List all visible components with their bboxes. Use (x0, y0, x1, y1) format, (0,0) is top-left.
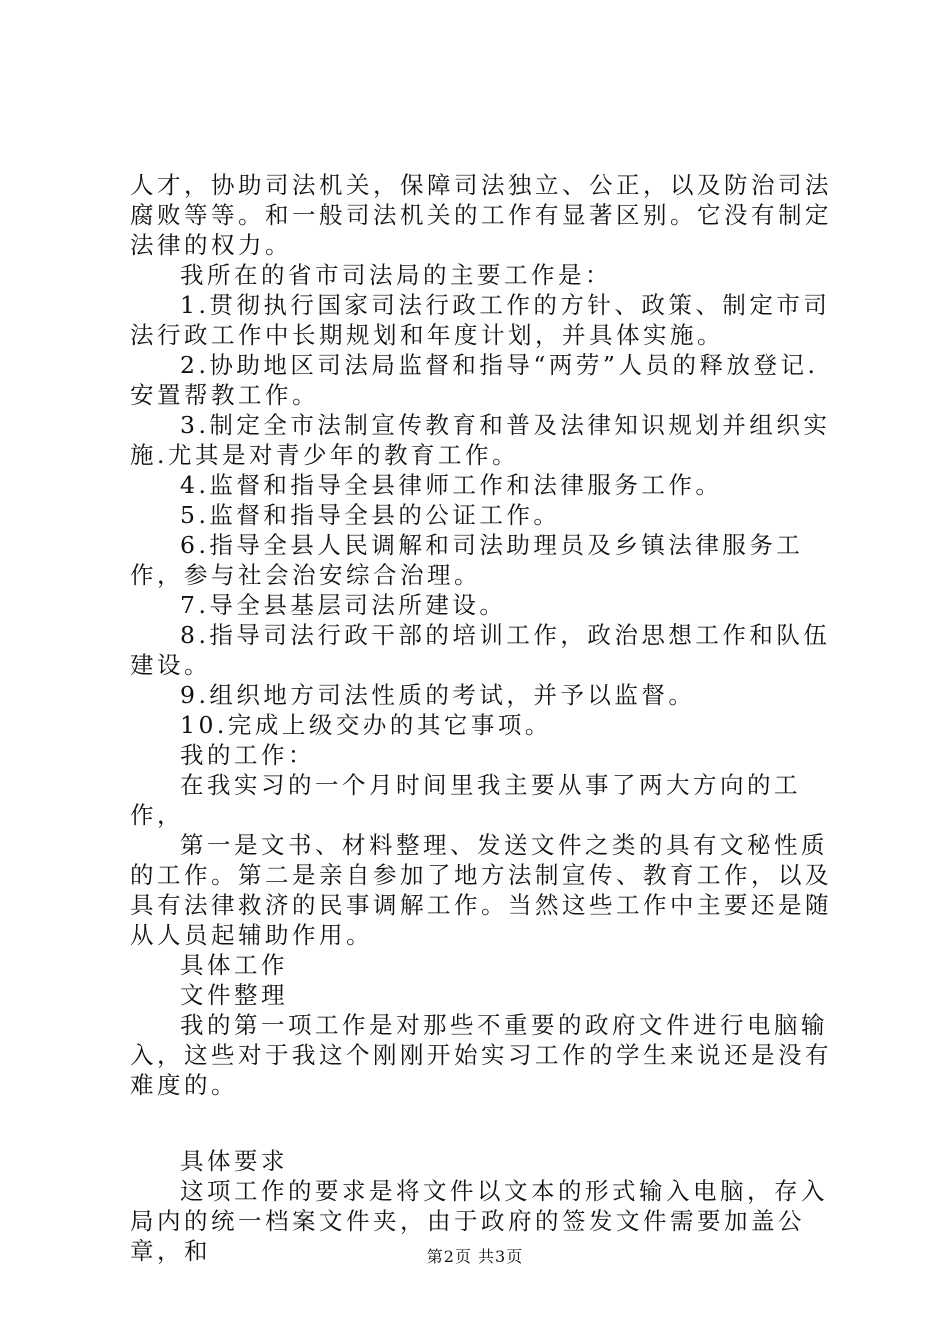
paragraph-item-6: 6.指导全县人民调解和司法助理员及乡镇法律服务工作，参与社会治安综合治理。 (130, 531, 804, 589)
paragraph-item-10: 10.完成上级交办的其它事项。 (180, 711, 552, 739)
paragraph-internship-intro: 在我实习的一个月时间里我主要从事了两大方向的工作， (130, 771, 801, 829)
paragraph-2: 我所在的省市司法局的主要工作是： (180, 261, 612, 289)
paragraph-item-5: 5.监督和指导全县的公证工作。 (180, 501, 561, 529)
paragraph-item-8: 8.指导司法行政干部的培训工作，政治思想工作和队伍建设。 (130, 621, 831, 679)
paragraph-item-7: 7.导全县基层司法所建设。 (180, 591, 507, 619)
paragraph-item-1: 1.贯彻执行国家司法行政工作的方针、政策、制定市司法行政工作中长期规划和年度计划，并具体实施。 (130, 291, 831, 349)
paragraph-requirements: 这项工作的要求是将文件以文本的形式输入电脑，存入局内的统一档案文件夹，由于政府的签发文件需要加盖公章，和 (130, 1177, 828, 1265)
paragraph-item-4: 4.监督和指导全县律师工作和法律服务工作。 (180, 471, 723, 499)
document-body (130, 170, 835, 1266)
heading-file-sorting: 文件整理 (180, 981, 288, 1009)
paragraph-1: 人才，协助司法机关，保障司法独立、公正，以及防治司法腐败等等。和一般司法机关的工作有显著区别。它没有制定法律的权力。 (130, 171, 832, 259)
paragraph-item-2: 2.协助地区司法局监督和指导“两劳”人员的释放登记.安置帮教工作。 (130, 351, 819, 409)
paragraph-item-3: 3.制定全市法制宣传教育和普及法律知识规划并组织实施.尤其是对青少年的教育工作。 (130, 411, 831, 469)
paragraph-item-9: 9.组织地方司法性质的考试，并予以监督。 (180, 681, 696, 709)
heading-my-work: 我的工作： (180, 741, 315, 769)
page-footer: 第2页 共3页 (426, 1247, 524, 1266)
heading-specific-work: 具体工作 (180, 951, 288, 979)
heading-specific-requirements: 具体要求 (180, 1147, 288, 1175)
paragraph-first-task: 我的第一项工作是对那些不重要的政府文件进行电脑输入，这些对于我这个刚刚开始实习工作的学生来说还是没有难度的。 (130, 1011, 832, 1099)
paragraph-work-directions: 第一是文书、材料整理、发送文件之类的具有文秘性质的工作。第二是亲自参加了地方法制宣传、教育工作，以及具有法律救济的民事调解工作。当然这些工作中主要还是随从人员起辅助作用。 (130, 831, 832, 949)
